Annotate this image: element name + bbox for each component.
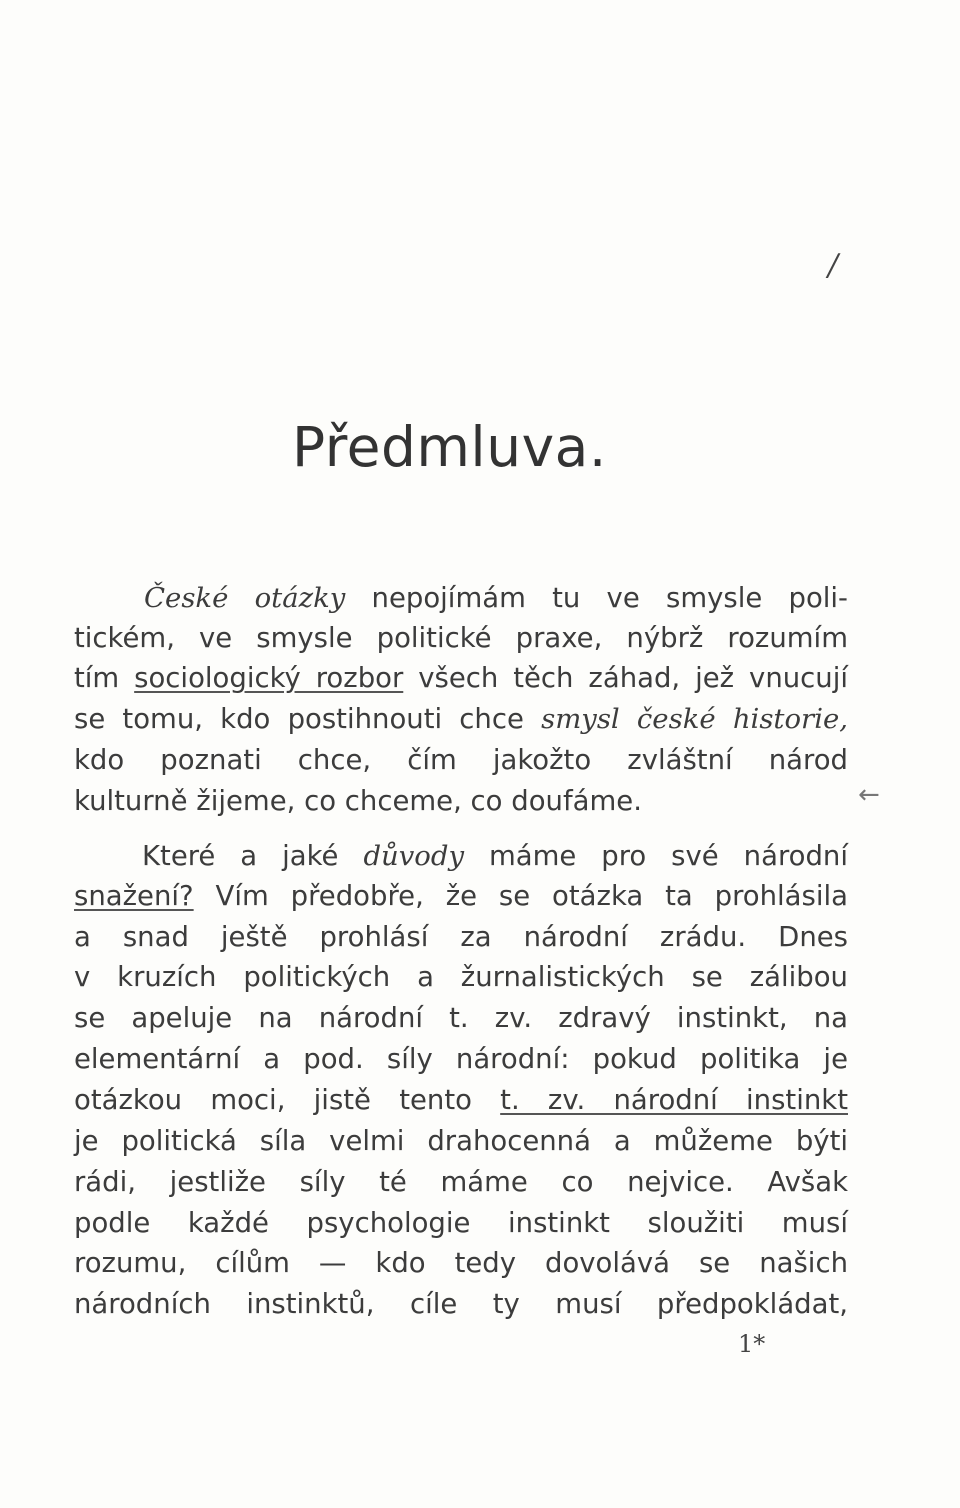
text-line	[74, 699, 848, 739]
text-line	[74, 1284, 848, 1324]
text-line	[74, 998, 848, 1038]
text-line	[74, 1203, 848, 1243]
text-segment: a snad ještě prohlásí za národní zrádu. Dnes	[74, 921, 848, 953]
text-segment: elementární a pod. síly národní: pokud politika je	[74, 1043, 848, 1075]
text-segment: rozumu, cílům — kdo tedy dovolává se našich	[74, 1247, 848, 1279]
text-segment: národních instinktů, cíle ty musí předpokládat,	[74, 1288, 848, 1320]
text-segment: v kruzích politických a žurnalistických se zálibou	[74, 961, 848, 993]
text-segment: podle každé psychologie instinkt sloužiti musí	[74, 1207, 848, 1239]
text-segment: otázkou moci, jistě tento	[74, 1084, 501, 1116]
text-line	[142, 836, 848, 876]
text-line	[74, 1121, 848, 1161]
text-segment: tickém, ve smysle politické praxe, nýbrž rozumím	[74, 622, 848, 654]
text-line	[74, 917, 848, 957]
text-segment: se tomu, kdo postihnouti chce	[74, 703, 542, 735]
text-segment: rádi, jestliže síly té máme co nejvice. Avšak	[74, 1166, 848, 1198]
page-mark: /	[828, 248, 839, 283]
text-segment: kdo poznati chce, čím jakožto zvláštní národ	[74, 744, 848, 776]
underlined-phrase: snažení?	[74, 880, 194, 912]
text-segment: máme pro své národní	[463, 840, 848, 872]
text-segment: se apeluje na národní t. zv. zdravý instinkt, na	[74, 1002, 848, 1034]
text-segment: tím	[74, 662, 135, 694]
text-line	[74, 781, 848, 821]
text-segment: nepojímám tu ve smysle poli-	[345, 582, 848, 614]
page-title: Předmluva.	[292, 415, 607, 479]
text-line	[74, 1162, 848, 1202]
text-line	[74, 1039, 848, 1079]
margin-arrow-icon: ←	[858, 780, 880, 810]
text-line	[74, 957, 848, 997]
underlined-phrase: sociologický rozbor	[134, 662, 404, 694]
italic-phrase: smysl české historie,	[541, 703, 848, 735]
text-segment: je politická síla velmi drahocenná a můžeme býti	[74, 1125, 848, 1157]
underlined-phrase: t. zv. národní instinkt	[500, 1084, 848, 1116]
text-line	[74, 740, 848, 780]
text-line	[74, 658, 848, 698]
italic-phrase: České otázky	[144, 582, 346, 614]
text-segment: kulturně žijeme, co chceme, co doufáme.	[74, 785, 642, 817]
text-segment: Které a jaké	[142, 840, 364, 872]
text-segment: všech těch záhad, jež vnucují	[403, 662, 849, 694]
text-line	[144, 578, 848, 618]
text-line	[74, 876, 848, 916]
text-line	[74, 618, 848, 658]
folio-signature: 1*	[738, 1330, 766, 1358]
text-segment: Vím předobře, že se otázka ta prohlásila	[193, 880, 848, 912]
italic-phrase: důvody	[363, 840, 464, 872]
body-text	[74, 0, 848, 1508]
text-line	[74, 1080, 848, 1120]
text-line	[74, 1243, 848, 1283]
